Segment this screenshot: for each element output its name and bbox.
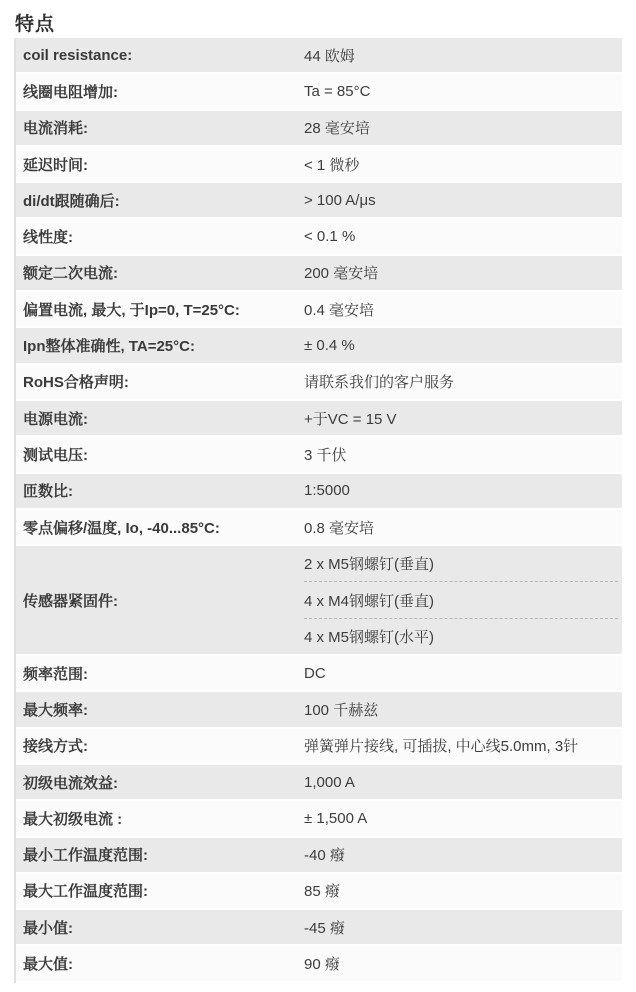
table-row: [16, 656, 622, 692]
spec-label: 最大频率:: [23, 701, 88, 719]
spec-value: 请联系我们的客户服务: [304, 374, 455, 392]
spec-value: -40 癈: [304, 847, 345, 865]
table-row: [16, 510, 622, 546]
spec-value: DC: [304, 664, 326, 682]
spec-label: 最小工作温度范围:: [23, 847, 148, 865]
spec-value: 44 欧姆: [304, 47, 355, 65]
page-title: 特点: [15, 14, 56, 35]
table-row: [16, 946, 622, 982]
spec-label: 电源电流:: [23, 410, 88, 428]
table-row: [16, 765, 622, 801]
spec-label: coil resistance:: [23, 46, 133, 64]
spec-value-item: 4 x M4钢螺钉(垂直): [304, 581, 618, 617]
table-row: [16, 328, 622, 364]
spec-label: 额定二次电流:: [23, 265, 118, 283]
spec-label: 延迟时间:: [23, 156, 88, 174]
table-row: [16, 437, 622, 473]
spec-value-list: [304, 546, 622, 654]
table-row: [16, 256, 622, 292]
table-row: [16, 111, 622, 147]
table-row: [16, 365, 622, 401]
spec-value: 0.8 毫安培: [304, 519, 375, 537]
table-row: [16, 874, 622, 910]
table-row: [16, 183, 622, 219]
table-row: [16, 219, 622, 255]
spec-value: ± 1,500 A: [304, 809, 368, 827]
table-row: [16, 474, 622, 510]
table-row: [16, 692, 622, 728]
spec-label: 最大工作温度范围:: [23, 883, 148, 901]
spec-label: 零点偏移/温度, Io, -40...85°C:: [23, 519, 220, 537]
spec-value: 28 毫安培: [304, 120, 370, 138]
spec-value: 200 毫安培: [304, 265, 379, 283]
spec-value: 0.4 毫安培: [304, 301, 375, 319]
spec-label: 测试电压:: [23, 446, 88, 464]
spec-value: 90 癈: [304, 956, 340, 974]
spec-label: 频率范围:: [23, 665, 88, 683]
table-row: [16, 729, 622, 765]
spec-label: Ipn整体准确性, TA=25°C:: [23, 338, 195, 356]
spec-value: 弹簧弹片接线, 可插拔, 中心线5.0mm, 3针: [304, 738, 579, 756]
spec-label: 最大值:: [23, 956, 73, 974]
spec-value: +于VC = 15 V: [304, 410, 397, 428]
spec-value: 1,000 A: [304, 773, 355, 791]
table-row: [16, 838, 622, 874]
spec-label: 传感器紧固件:: [23, 592, 118, 610]
spec-label: 匝数比:: [23, 483, 73, 501]
spec-value: < 0.1 %: [304, 228, 356, 246]
table-row: [16, 801, 622, 837]
spec-label: 偏置电流, 最大, 于Ip=0, T=25°C:: [23, 301, 240, 319]
table-row: [16, 74, 622, 110]
spec-value: 1:5000: [304, 482, 350, 500]
spec-value-item: 2 x M5钢螺钉(垂直): [304, 556, 435, 574]
table-row: [16, 292, 622, 328]
spec-label: 电流消耗:: [23, 120, 88, 138]
spec-value: < 1 微秒: [304, 156, 360, 174]
table-row: [16, 38, 622, 74]
table-row: [16, 910, 622, 946]
spec-label: 初级电流效益:: [23, 774, 118, 792]
spec-value: 3 千伏: [304, 446, 347, 464]
spec-value: ± 0.4 %: [304, 337, 355, 355]
table-row: [16, 401, 622, 437]
table-row-sensor-fasteners: [16, 546, 622, 656]
spec-label: RoHS合格声明:: [23, 374, 129, 392]
spec-label: 最小值:: [23, 919, 73, 937]
spec-label: 接线方式:: [23, 738, 88, 756]
spec-value: 85 癈: [304, 883, 340, 901]
spec-value: > 100 A/μs: [304, 191, 376, 209]
spec-value: 100 千赫兹: [304, 701, 379, 719]
spec-label: 线圈电阻增加:: [23, 83, 118, 101]
spec-value-item: 4 x M5钢螺钉(水平): [304, 618, 618, 654]
spec-value: Ta = 85°C: [304, 82, 371, 100]
spec-table: [14, 38, 622, 983]
spec-value: -45 癈: [304, 919, 345, 937]
spec-label: di/dt跟随确后:: [23, 192, 120, 210]
table-row: [16, 147, 622, 183]
spec-label: 线性度:: [23, 229, 73, 247]
spec-label: 最大初级电流 :: [23, 810, 123, 828]
